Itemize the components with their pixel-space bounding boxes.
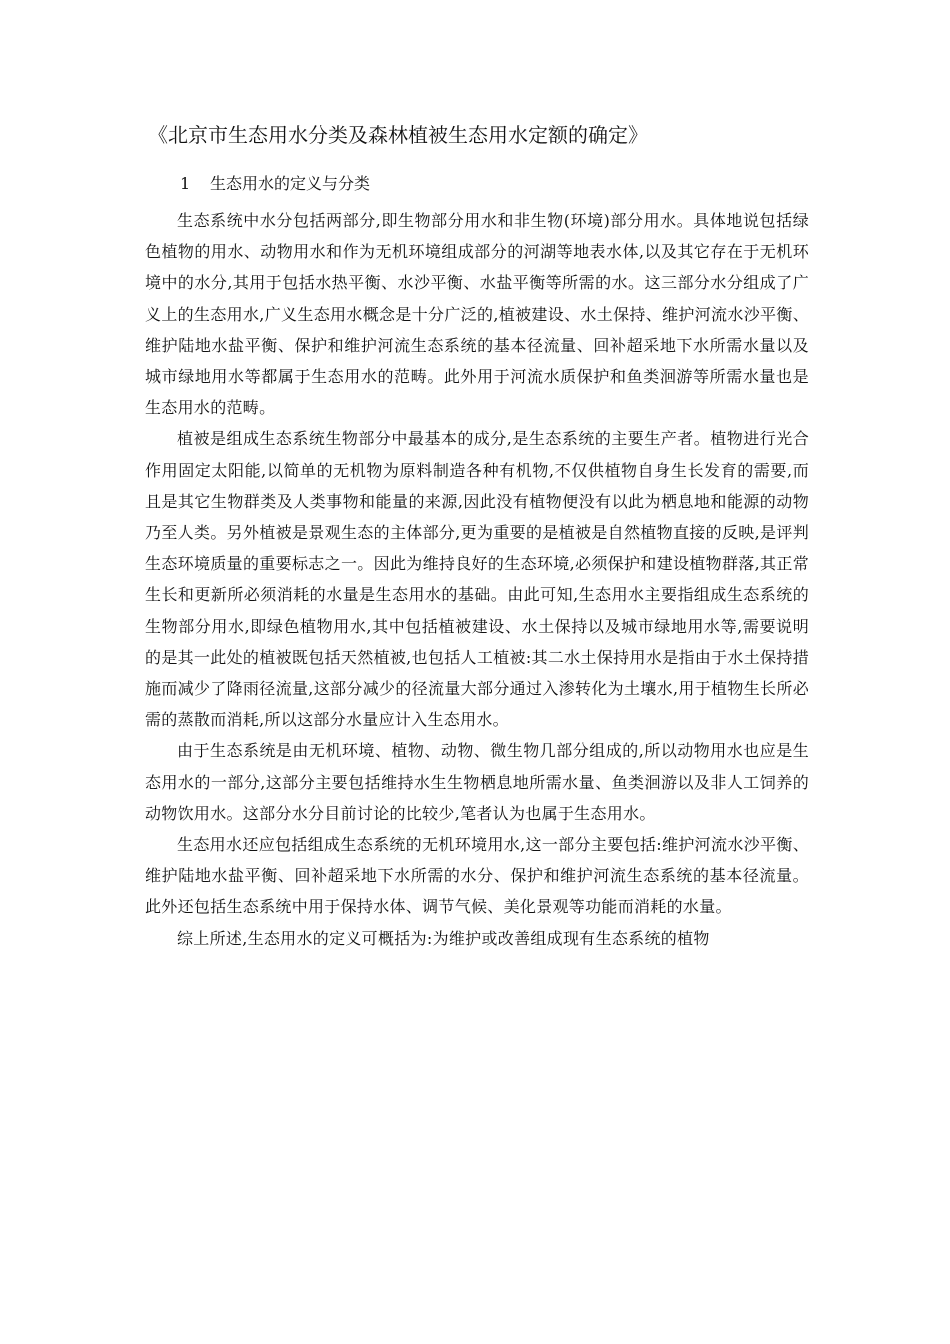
body-text	[145, 205, 809, 954]
section-number: 1	[180, 174, 191, 193]
section-heading-text: 生态用水的定义与分类	[210, 174, 371, 193]
paragraph-1: 生态系统中水分包括两部分,即生物部分用水和非生物(环境)部分用水。具体地说包括绿色植物的用水、动物用水和作为无机环境组成部分的河湖等地表水体,以及其它存在于无机环境中的水分,其用于包括水热平衡、水沙平衡、水盐平衡等所需的水。这三部分水分组成了广义上的生态用水,广义生态用水概念是十分广泛的,植被建设、水土保持、维护河流水沙平衡、维护陆地水盐平衡、保护和维护河流生态系统的基本径流量、回补超采地下水所需水量以及城市绿地用水等都属于生态用水的范畴。此外用于河流水质保护和鱼类洄游等所需水量也是生态用水的范畴。	[145, 211, 809, 418]
paragraph-2: 植被是组成生态系统生物部分中最基本的成分,是生态系统的主要生产者。植物进行光合作用固定太阳能,以简单的无机物为原料制造各种有机物,不仅供植物自身生长发育的需要,而且是其它生物群类及人类事物和能量的来源,因此没有植物便没有以此为栖息地和能源的动物乃至人类。另外植被是景观生态的主体部分,更为重要的是植被是自然植物直接的反映,是评判生态环境质量的重要标志之一。因此为维持良好的生态环境,必须保护和建设植物群落,其正常生长和更新所必须消耗的水量是生态用水的基础。由此可知,生态用水主要指组成生态系统的生物部分用水,即绿色植物用水,其中包括植被建设、水土保持以及城市绿地用水等,需要说明的是其一此处的植被既包括天然植被,也包括人工植被:其二水土保持用水是指由于水土保持措施而减少了降雨径流量,这部分减少的径流量大部分通过入渗转化为土壤水,用于植物生长所必需的蒸散而消耗,所以这部分水量应计入生态用水。	[145, 429, 809, 730]
paragraph-4: 生态用水还应包括组成生态系统的无机环境用水,这一部分主要包括:维护河流水沙平衡、维护陆地水盐平衡、回补超采地下水所需的水分、保护和维护河流生态系统的基本径流量。此外还包括生态系统中用于保持水体、调节气候、美化景观等功能而消耗的水量。	[145, 835, 809, 917]
paragraph-3: 由于生态系统是由无机环境、植物、动物、微生物几部分组成的,所以动物用水也应是生态用水的一部分,这部分主要包括维持水生生物栖息地所需水量、鱼类洄游以及非人工饲养的动物饮用水。这部分水分目前讨论的比较少,笔者认为也属于生态用水。	[145, 741, 809, 823]
section-heading	[180, 172, 370, 196]
paragraph-5: 综上所述,生态用水的定义可概括为:为维护或改善组成现有生态系统的植物	[177, 928, 710, 948]
document-title: 《北京市生态用水分类及森林植被生态用水定额的确定》	[148, 123, 648, 147]
